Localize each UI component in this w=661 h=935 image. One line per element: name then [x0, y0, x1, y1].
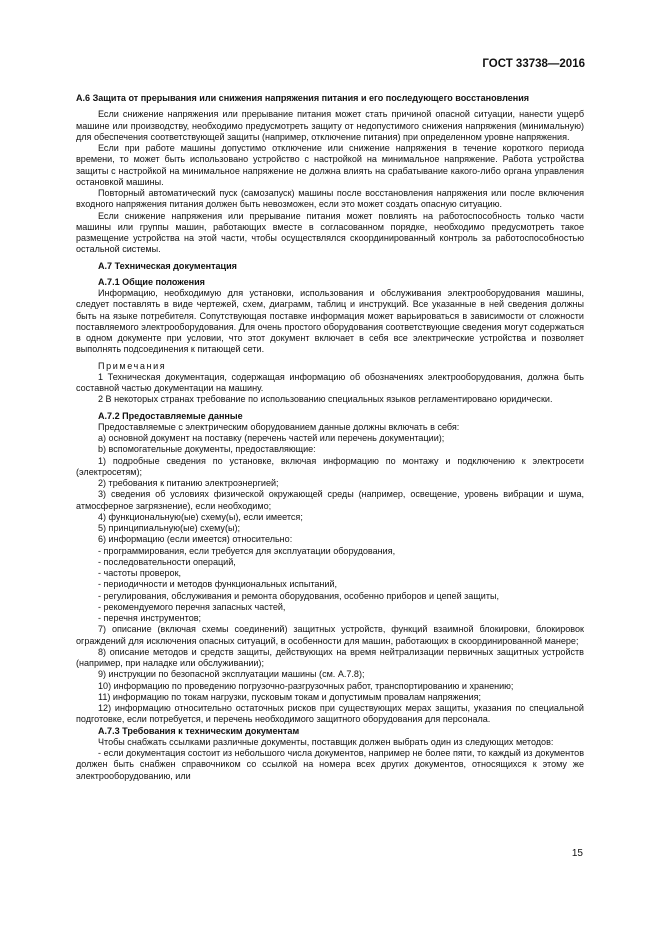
list-item: 9) инструкции по безопасной эксплуатации машины (см. A.7.8);	[98, 669, 365, 680]
list-item: 1) подробные сведения по установке, включая информацию по монтажу и подключению к электросети (электросетям);	[76, 455, 584, 477]
note-item: 1 Техническая документация, содержащая информацию об обозначениях электрооборудования, должна быть составной частью документации на машину.	[76, 371, 584, 393]
paragraph: Если снижение напряжения или прерывание питания может повлиять на работоспособность только части машины или группы машин, работающих вместе в согласованном порядке, необходимо предусмотреть такое размещение устройства на этой части, чтобы осуществлялся скоординированный контроль за работоспособностью остальной системы.	[76, 210, 584, 255]
list-item: 12) информацию относительно остаточных рисков при существующих мерах защиты, указания по специальной подготовке, если потребуется, и перечень необходимого защитного оборудования для персонала.	[76, 703, 584, 725]
document-body	[76, 93, 584, 782]
paragraph: Предоставляемые с электрическим оборудованием данные должны включать в себя:	[98, 421, 460, 432]
paragraph: Повторный автоматический пуск (самозапуск) машины после восстановления напряжения или после включения входного напряжения питания должен быть невозможен, если это может создать опасную ситуацию.	[76, 188, 584, 210]
paragraph: Чтобы снабжать ссылками различные документы, поставщик должен выбрать один из следующих методов:	[98, 736, 554, 747]
list-item: - рекомендуемого перечня запасных частей,	[98, 601, 286, 612]
list-item: 3) сведения об условиях физической окружающей среды (например, освещение, уровень вибрации и шума, атмосферное загрязнение), если необходимо;	[76, 489, 584, 511]
notes-heading: Примечания	[98, 360, 167, 371]
list-item: 7) описание (включая схемы соединений) защитных устройств, функций взаимной блокировки, блокировок ограждений для исключения опасных ситуаций, в особенности для машин, работающих в скоординированной манере;	[76, 624, 584, 646]
paragraph: Если при работе машины допустимо отключение или снижение напряжения в течение короткого периода времени, то может быть использовано устройство с настройкой на минимальное напряжение. Работа устройства защиты с настройкой на минимальное напряжение не должна влиять на срабатывание какого-либо органа управления остановкой машины.	[76, 143, 584, 187]
list-item: 8) описание методов и средств защиты, действующих на время нейтрализации первичных защитных устройств (например, при наладке или обслуживании);	[76, 646, 584, 668]
page-number: 15	[571, 848, 583, 859]
paragraph: Если снижение напряжения или прерывание питания может стать причиной опасной ситуации, нанести ущерб машине или производству, необходимо предусмотреть защиту от недопустимого снижения напряжения (минимальную) для обеспечения соответствующей защиты (например, отключение питания) при определенном уровне напряжения.	[76, 109, 584, 142]
list-item: - частоты проверок,	[98, 568, 182, 578]
list-item: - периодичности и методов функциональных испытаний,	[98, 579, 338, 590]
list-item: - перечня инструментов;	[98, 613, 202, 623]
list-item: a) основной документ на поставку (перечень частей или перечень документации);	[98, 433, 445, 443]
subsection-heading-a73: A.7.3 Требования к техническим документам	[98, 725, 300, 736]
list-item: - последовательности операций,	[98, 556, 236, 567]
list-item: 5) принципиальную(ые) схему(ы);	[98, 523, 240, 533]
list-item: 6) информацию (если имеется) относительно:	[98, 534, 293, 545]
subsection-heading-a72: A.7.2 Предоставляемые данные	[98, 410, 243, 421]
section-heading-a7: A.7 Техническая документация	[98, 260, 237, 271]
list-item: - если документация состоит из небольшого числа документов, например не более пяти, то каждый из документов должен быть снабжен справочником со ссылкой на номера всех других документов, относящихся к этому же электрооборудованию, или	[76, 748, 584, 781]
subsection-heading-a71: A.7.1 Общие положения	[98, 276, 205, 287]
list-item: - регулирования, обслуживания и ремонта оборудования, особенно приборов и цепей защиты,	[98, 590, 499, 601]
list-item: b) вспомогательные документы, предоставляющие:	[98, 444, 316, 455]
paragraph: Информацию, необходимую для установки, использования и обслуживания электрооборудования машины, следует поставлять в виде чертежей, схем, диаграмм, таблиц и инструкций. Все указанные в ней сведения должны быть на языке потребителя. Сопутствующая поставке информация может варьироваться в зависимости от сложности поставляемого электрооборудования. Для очень простого оборудования соответствующие сведения могут содержаться в одном документе при условии, что этот документ включает в себя все электрические устройства и позволяет выполнять подсоединения к питающей сети.	[76, 288, 584, 355]
section-heading-a6: A.6 Защита от прерывания или снижения напряжения питания и его последующего восстановления	[76, 93, 530, 103]
document-code: ГОСТ 33738—2016	[482, 58, 585, 70]
list-item: - программирования, если требуется для эксплуатации оборудования,	[98, 545, 396, 556]
list-item: 4) функциональную(ые) схему(ы), если имеется;	[98, 511, 303, 522]
note-item: 2 В некоторых странах требование по использованию специальных языков регламентировано юридически.	[98, 394, 553, 405]
list-item: 10) информацию по проведению погрузочно-разгрузочных работ, транспортированию и хранению;	[98, 680, 514, 691]
list-item: 11) информацию по токам нагрузки, пусковым токам и допустимым провалам напряжения;	[98, 691, 482, 702]
list-item: 2) требования к питанию электроэнергией;	[98, 478, 279, 488]
